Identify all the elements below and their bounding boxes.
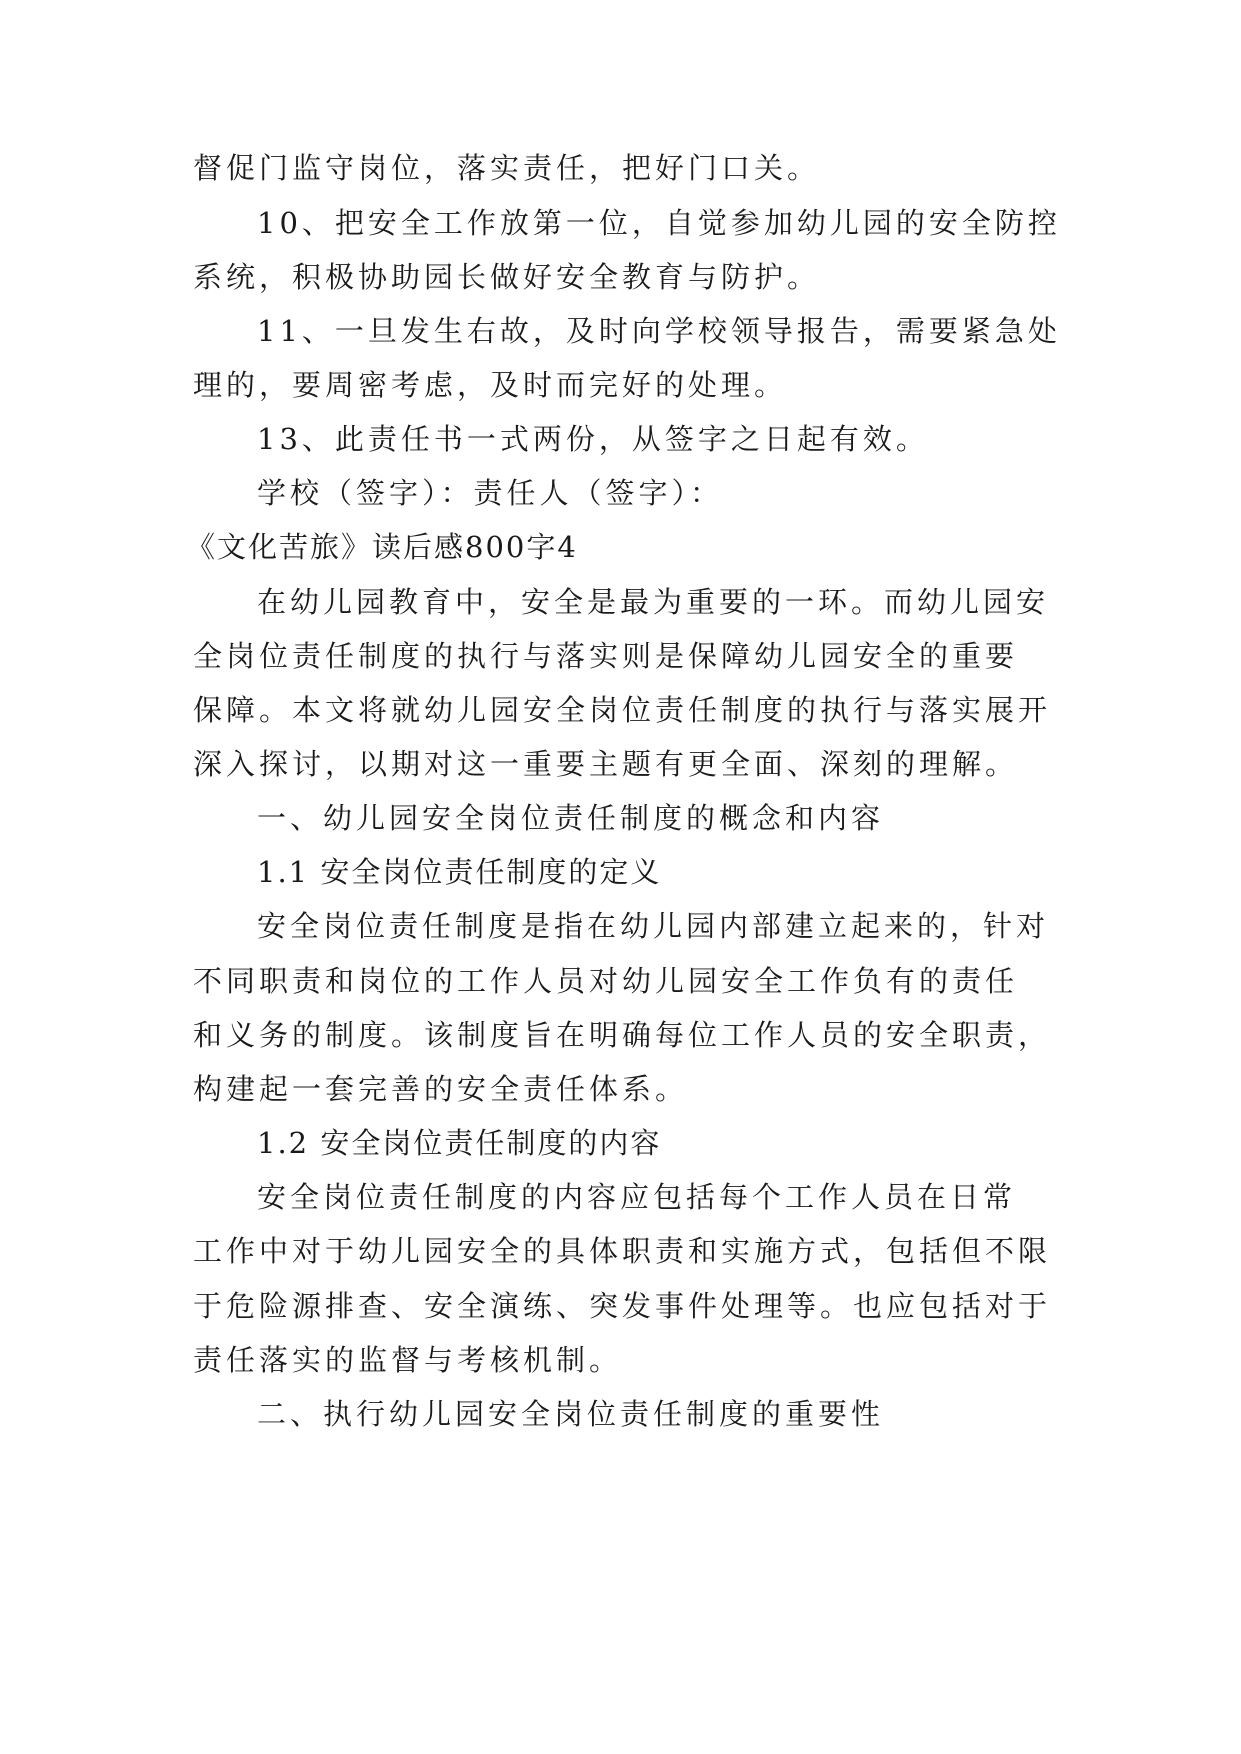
paragraph-line: 在幼儿园教育中，安全是最为重要的一环。而幼儿园安: [257, 585, 1050, 619]
paragraph-line: 理的，要周密考虑，及时而完好的处理。: [193, 368, 788, 402]
paragraph-line: 系统，积极协助园长做好安全教育与防护。: [193, 260, 821, 294]
paragraph-line: 不同职责和岗位的工作人员对幼儿园安全工作负有的责任: [193, 964, 1019, 998]
paragraph-line: 安全岗位责任制度的内容应包括每个工作人员在日常: [257, 1180, 1017, 1214]
paragraph-line: 13、此责任书一式两份，从签字之日起有效。: [257, 422, 929, 456]
paragraph-line: 全岗位责任制度的执行与落实则是保障幼儿园安全的重要: [193, 639, 1019, 673]
heading-line: 二、执行幼儿园安全岗位责任制度的重要性: [257, 1397, 885, 1431]
signature-line: 学校（签字）：责任人（签字）：: [257, 476, 724, 510]
paragraph-line: 督促门监守岗位，落实责任，把好门口关。: [193, 151, 821, 185]
paragraph-line: 深入探讨，以期对这一重要主题有更全面、深刻的理解。: [193, 747, 1019, 781]
paragraph-line: 责任落实的监督与考核机制。: [193, 1343, 623, 1377]
paragraph-line: 工作中对于幼儿园安全的具体职责和实施方式，包括但不限: [193, 1234, 1052, 1268]
subheading-line: 1.2 安全岗位责任制度的内容: [257, 1126, 662, 1160]
paragraph-line: 保障。本文将就幼儿园安全岗位责任制度的执行与落实展开: [193, 693, 1052, 727]
paragraph-line: 10、把安全工作放第一位，自觉参加幼儿园的安全防控: [257, 206, 1061, 240]
subheading-line: 1.1 安全岗位责任制度的定义: [257, 855, 662, 889]
paragraph-line: 安全岗位责任制度是指在幼儿园内部建立起来的，针对: [257, 909, 1050, 943]
heading-line: 一、幼儿园安全岗位责任制度的概念和内容: [257, 801, 885, 835]
paragraph-line: 和义务的制度。该制度旨在明确每位工作人员的安全职责，: [193, 1018, 1052, 1052]
section-title: 《文化苦旅》读后感800字4: [186, 530, 578, 564]
paragraph-line: 构建起一套完善的安全责任体系。: [193, 1072, 689, 1106]
paragraph-line: 于危险源排查、安全演练、突发事件处理等。也应包括对于: [193, 1289, 1052, 1323]
paragraph-line: 11、一旦发生右故，及时向学校领导报告，需要紧急处: [257, 314, 1061, 348]
